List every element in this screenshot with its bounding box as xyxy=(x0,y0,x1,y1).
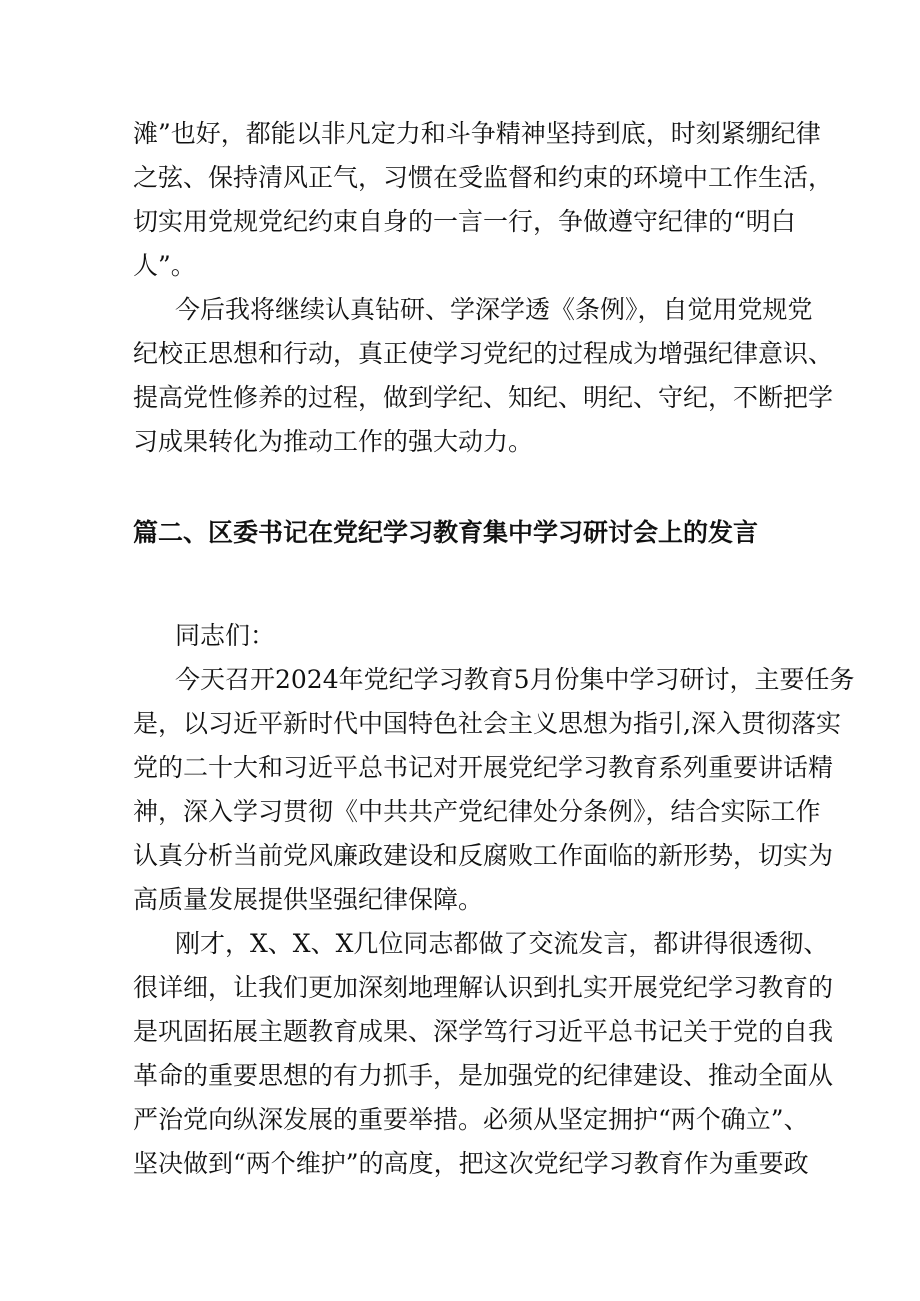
paragraph-line: 滩”也好，都能以非凡定力和斗争精神坚持到底，时刻紧绷纪律 xyxy=(133,119,821,148)
paragraph-line: 严治党向纵深发展的重要举措。必须从坚定拥护“两个确立”、 xyxy=(133,1105,809,1134)
paragraph-line: 提高党性修养的过程，做到学纪、知纪、明纪、守纪，不断把学 xyxy=(133,383,834,412)
paragraph-line: 今后我将继续认真钻研、学深学透《条例》，自觉用党规党 xyxy=(175,295,813,324)
paragraph-line: 切实用党规党纪约束自身的一言一行，争做遵守纪律的“明白 xyxy=(133,207,796,236)
paragraph-line: 革命的重要思想的有力抓手，是加强党的纪律建设、推动全面从 xyxy=(133,1061,834,1090)
section-heading: 篇二、区委书记在党纪学习教育集中学习研讨会上的发言 xyxy=(133,518,759,547)
paragraph-line: 神，深入学习贯彻《中共共产党纪律处分条例》，结合实际工作 xyxy=(133,797,821,826)
paragraph-line: 高质量发展提供坚强纪律保障。 xyxy=(133,885,484,914)
paragraph-line: 刚才，X、X、X几位同志都做了交流发言，都讲得很透彻、 xyxy=(175,929,829,958)
paragraph-line: 人”。 xyxy=(133,251,196,280)
paragraph-line: 今天召开2024年党纪学习教育5月份集中学习研讨，主要任务 xyxy=(175,665,855,694)
salutation: 同志们： xyxy=(175,621,276,650)
paragraph-line: 纪校正思想和行动，真正使学习党纪的过程成为增强纪律意识、 xyxy=(133,339,834,368)
paragraph-line: 认真分析当前党风廉政建设和反腐败工作面临的新形势，切实为 xyxy=(133,841,834,870)
paragraph-line: 是巩固拓展主题教育成果、深学笃行习近平总书记关于党的自我 xyxy=(133,1017,834,1046)
paragraph-line: 是，以习近平新时代中国特色社会主义思想为指引,深入贯彻落实 xyxy=(133,709,841,738)
paragraph-line: 党的二十大和习近平总书记对开展党纪学习教育系列重要讲话精 xyxy=(133,753,834,782)
paragraph-line: 习成果转化为推动工作的强大动力。 xyxy=(133,427,534,456)
paragraph-line: 之弦、保持清风正气，习惯在受监督和约束的环境中工作生活， xyxy=(133,163,834,192)
paragraph-line: 坚决做到“两个维护”的高度，把这次党纪学习教育作为重要政 xyxy=(133,1149,809,1178)
paragraph-line: 很详细，让我们更加深刻地理解认识到扎实开展党纪学习教育的 xyxy=(133,973,834,1002)
